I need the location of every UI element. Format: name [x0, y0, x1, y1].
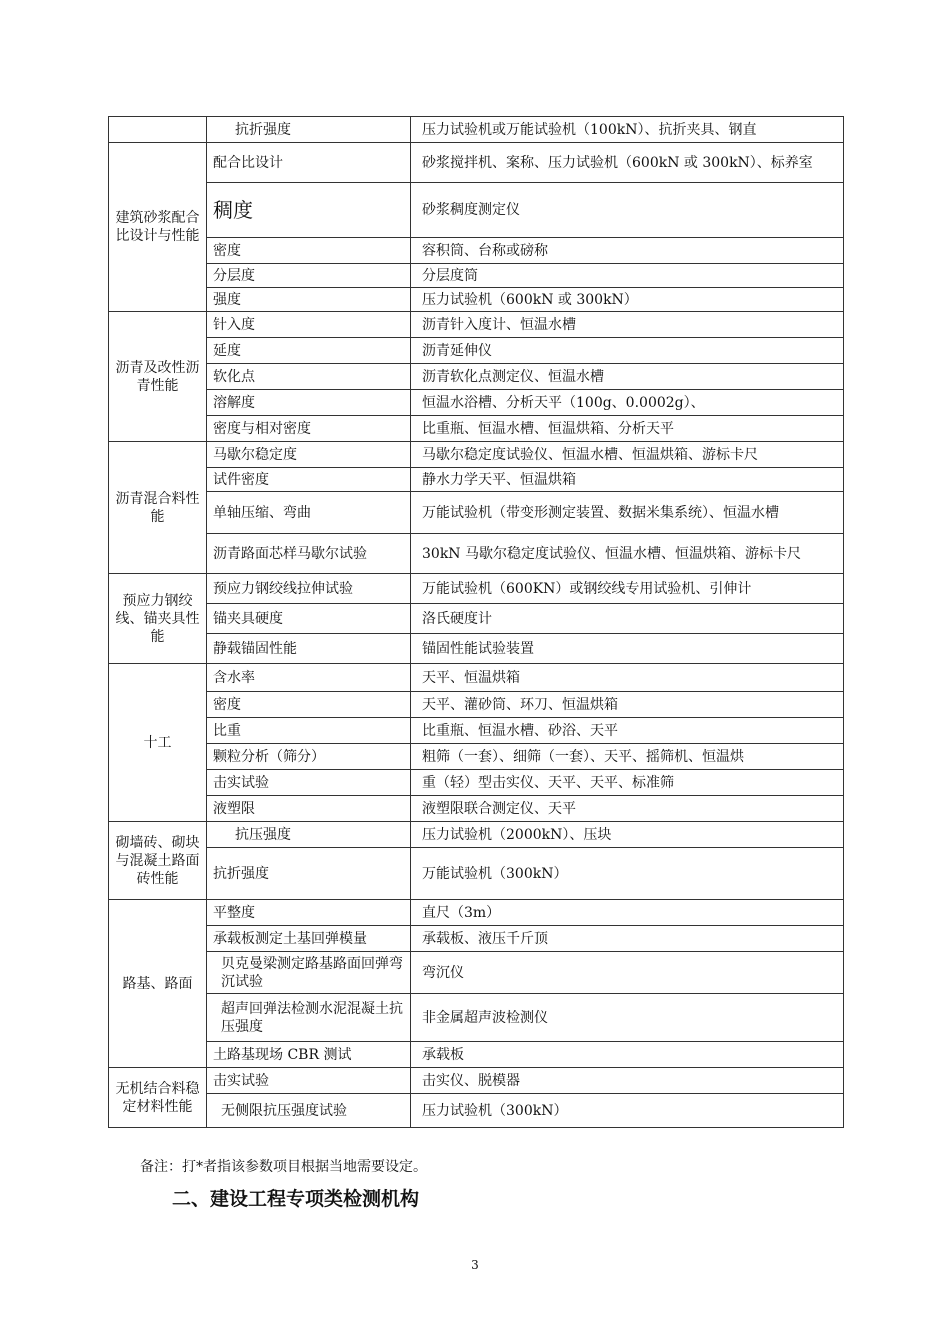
- item-cell: 贝克曼梁测定路基路面回弹弯沉试验: [207, 952, 411, 994]
- item-cell: 稠度: [207, 183, 411, 238]
- table-row: [109, 238, 844, 264]
- item-cell: 试件密度: [207, 468, 411, 492]
- table-row: [109, 900, 844, 926]
- parameter-table: [108, 116, 844, 1128]
- equipment-cell: 压力试验机（300kN）: [411, 1094, 844, 1128]
- item-cell: 密度: [207, 692, 411, 718]
- item-cell: 配合比设计: [207, 143, 411, 183]
- item-cell: 比重: [207, 718, 411, 744]
- table-row: [109, 364, 844, 390]
- equipment-cell: 粗筛（一套）、细筛（一套）、天平、摇筛机、恒温烘: [411, 744, 844, 770]
- item-cell: 击实试验: [207, 770, 411, 796]
- equipment-cell: 锚固性能试验装置: [411, 634, 844, 664]
- category-cell: 沥青及改性沥青性能: [109, 312, 207, 442]
- equipment-cell: 沥青延伸仪: [411, 338, 844, 364]
- table-row: [109, 416, 844, 442]
- equipment-cell: 沥青针入度计、恒温水槽: [411, 312, 844, 338]
- table-row: [109, 143, 844, 183]
- item-cell: 液塑限: [207, 796, 411, 822]
- item-cell: 密度: [207, 238, 411, 264]
- equipment-cell: 承载板: [411, 1042, 844, 1068]
- item-cell: 预应力钢绞线拉伸试验: [207, 574, 411, 604]
- item-cell: 密度与相对密度: [207, 416, 411, 442]
- equipment-cell: 击实仪、脱模器: [411, 1068, 844, 1094]
- table-row: [109, 183, 844, 238]
- item-cell: 击实试验: [207, 1068, 411, 1094]
- item-cell: 承载板测定土基回弹模量: [207, 926, 411, 952]
- equipment-cell: 重（轻）型击实仪、天平、天平、标准筛: [411, 770, 844, 796]
- item-cell: 延度: [207, 338, 411, 364]
- equipment-cell: 万能试验机（300kN）: [411, 848, 844, 900]
- equipment-cell: 沥青软化点测定仪、恒温水槽: [411, 364, 844, 390]
- table-row: [109, 468, 844, 492]
- equipment-cell: 万能试验机（带变形测定装置、数据米集系统）、恒温水槽: [411, 492, 844, 534]
- item-cell: 静载锚固性能: [207, 634, 411, 664]
- equipment-cell: 天平、恒温烘箱: [411, 664, 844, 692]
- table-row: [109, 390, 844, 416]
- table-row: [109, 534, 844, 574]
- table-row: [109, 770, 844, 796]
- page-number: 3: [471, 1258, 479, 1272]
- equipment-cell: 砂浆搅拌机、案称、压力试验机（600kN 或 300kN）、标养室: [411, 143, 844, 183]
- item-cell: 针入度: [207, 312, 411, 338]
- table-row: [109, 264, 844, 288]
- item-cell: 平整度: [207, 900, 411, 926]
- table-row: [109, 288, 844, 312]
- item-cell: 溶解度: [207, 390, 411, 416]
- equipment-cell: 直尺（3m）: [411, 900, 844, 926]
- table-row: [109, 952, 844, 994]
- equipment-cell: 静水力学天平、恒温烘箱: [411, 468, 844, 492]
- table-row: [109, 744, 844, 770]
- equipment-cell: 压力试验机（600kN 或 300kN）: [411, 288, 844, 312]
- item-cell: 强度: [207, 288, 411, 312]
- parameter-table-container: [108, 116, 843, 1128]
- category-cell: 无机结合料稳定材料性能: [109, 1068, 207, 1128]
- equipment-cell: 分层度筒: [411, 264, 844, 288]
- category-cell: 沥青混合料性能: [109, 442, 207, 574]
- table-row: [109, 692, 844, 718]
- equipment-cell: 30kN 马歇尔稳定度试验仪、恒温水槽、恒温烘箱、游标卡尺: [411, 534, 844, 574]
- equipment-cell: 弯沉仪: [411, 952, 844, 994]
- equipment-cell: 万能试验机（600KN）或钢绞线专用试验机、引伸计: [411, 574, 844, 604]
- table-row: [109, 117, 844, 143]
- item-cell: 分层度: [207, 264, 411, 288]
- table-row: [109, 1094, 844, 1128]
- equipment-cell: 承载板、液压千斤顶: [411, 926, 844, 952]
- category-cell: 十工: [109, 664, 207, 822]
- table-row: [109, 574, 844, 604]
- equipment-cell: 洛氏硬度计: [411, 604, 844, 634]
- category-cell: [109, 117, 207, 143]
- item-cell: 沥青路面芯样马歇尔试验: [207, 534, 411, 574]
- item-cell: 单轴压缩、弯曲: [207, 492, 411, 534]
- table-row: [109, 1068, 844, 1094]
- category-cell: 砌墙砖、砌块与混凝土路面砖性能: [109, 822, 207, 900]
- equipment-cell: 比重瓶、恒温水槽、砂浴、天平: [411, 718, 844, 744]
- category-cell: 路基、路面: [109, 900, 207, 1068]
- equipment-cell: 压力试验机或万能试验机（100kN）、抗折夹具、钢直: [411, 117, 844, 143]
- table-row: [109, 492, 844, 534]
- item-cell: 颗粒分析（筛分）: [207, 744, 411, 770]
- equipment-cell: 液塑限联合测定仪、天平: [411, 796, 844, 822]
- item-cell: 超声回弹法检测水泥混凝土抗压强度: [207, 994, 411, 1042]
- table-row: [109, 604, 844, 634]
- equipment-cell: 非金属超声波检测仪: [411, 994, 844, 1042]
- table-row: [109, 312, 844, 338]
- table-row: [109, 442, 844, 468]
- equipment-cell: 砂浆稠度测定仪: [411, 183, 844, 238]
- category-cell: 建筑砂浆配合比设计与性能: [109, 143, 207, 312]
- category-cell: 预应力钢绞线、锚夹具性能: [109, 574, 207, 664]
- equipment-cell: 容积筒、台称或磅称: [411, 238, 844, 264]
- item-cell: 抗压强度: [207, 822, 411, 848]
- item-cell: 马歇尔稳定度: [207, 442, 411, 468]
- table-row: [109, 994, 844, 1042]
- equipment-cell: 压力试验机（2000kN）、压块: [411, 822, 844, 848]
- equipment-cell: 比重瓶、恒温水槽、恒温烘箱、分析天平: [411, 416, 844, 442]
- table-row: [109, 926, 844, 952]
- table-row: [109, 634, 844, 664]
- item-cell: 抗折强度: [207, 848, 411, 900]
- table-row: [109, 718, 844, 744]
- item-cell: 锚夹具硬度: [207, 604, 411, 634]
- item-cell: 含水率: [207, 664, 411, 692]
- table-row: [109, 664, 844, 692]
- equipment-cell: 恒温水浴槽、分析天平（100g、0.0002g）、: [411, 390, 844, 416]
- table-footnote: 备注：打*者指该参数项目根据当地需要设定。: [140, 1159, 427, 1175]
- item-cell: 抗折强度: [207, 117, 411, 143]
- item-cell: 无侧限抗压强度试验: [207, 1094, 411, 1128]
- equipment-cell: 马歇尔稳定度试验仪、恒温水槽、恒温烘箱、游标卡尺: [411, 442, 844, 468]
- table-row: [109, 338, 844, 364]
- item-cell: 土路基现场 CBR 测试: [207, 1042, 411, 1068]
- equipment-cell: 天平、灌砂筒、环刀、恒温烘箱: [411, 692, 844, 718]
- table-row: [109, 1042, 844, 1068]
- section-heading: 二、建设工程专项类检测机构: [172, 1188, 420, 1210]
- table-row: [109, 822, 844, 848]
- table-row: [109, 848, 844, 900]
- item-cell: 软化点: [207, 364, 411, 390]
- table-row: [109, 796, 844, 822]
